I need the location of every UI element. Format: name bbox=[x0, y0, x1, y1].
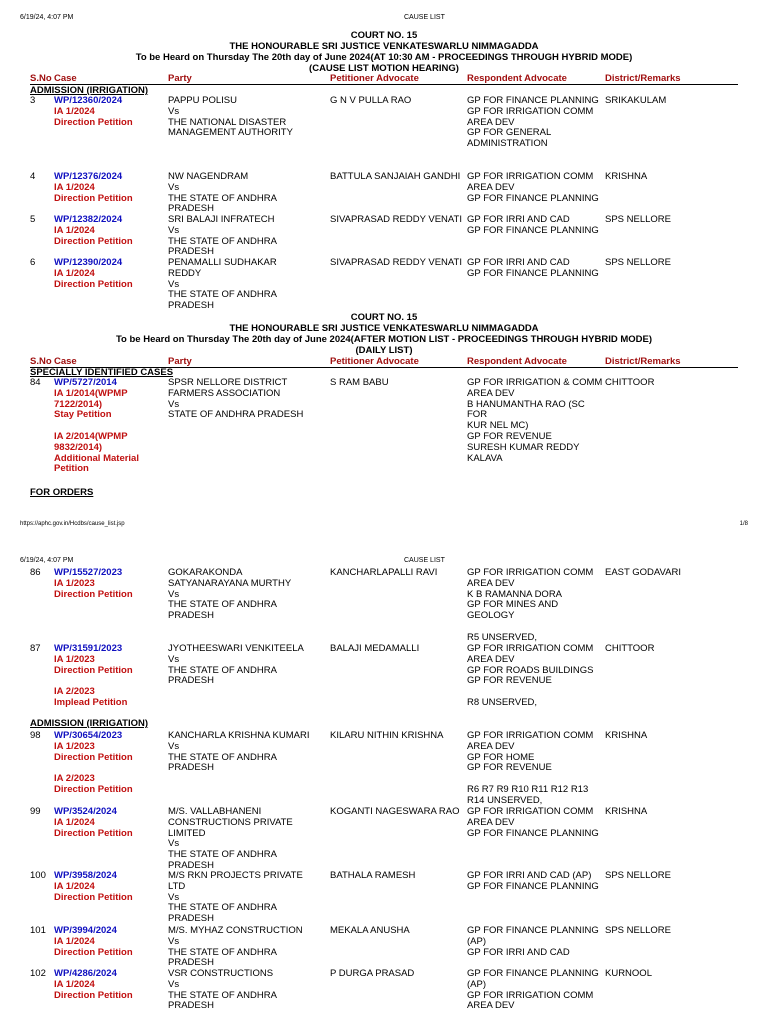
list-type: (DAILY LIST) bbox=[355, 345, 413, 356]
petitioner-advocate: KOGANTI NAGESWARA RAO bbox=[330, 806, 460, 817]
serial-number: 4 bbox=[30, 171, 36, 182]
district-remarks: SPS NELLORE bbox=[605, 925, 671, 936]
party-names-line: M/S RKN PROJECTS PRIVATE bbox=[168, 870, 303, 881]
party-names-line: PRADESH bbox=[168, 913, 214, 925]
party-names-line: Vs bbox=[168, 105, 180, 117]
district-remarks: SPS NELLORE bbox=[605, 214, 671, 225]
respondent-advocate-line: R6 R7 R9 R10 R11 R12 R13 bbox=[467, 783, 589, 795]
case-number-link[interactable]: WP/15527/2023 bbox=[54, 567, 123, 578]
party-names-line: THE STATE OF ANDHRA bbox=[168, 192, 277, 204]
hearing-schedule: To be Heard on Thursday The 20th day of June 2024(AFTER MOTION LIST - PROCEEDINGS THROUGH HYBRID MODE) bbox=[115, 334, 653, 345]
case-cell bbox=[54, 871, 164, 903]
section-heading: SPECIALLY IDENTIFIED CASES bbox=[30, 367, 174, 378]
district-remarks: KRISHNA bbox=[605, 806, 648, 817]
footer-page-number: 1/8 bbox=[739, 521, 748, 527]
party-names-line: Vs bbox=[168, 838, 180, 850]
petitioner-advocate: BATHALA RAMESH bbox=[330, 870, 416, 881]
case-number-link[interactable]: WP/3524/2024 bbox=[54, 806, 117, 817]
respondent-advocate-line: GP FOR IRRI AND CAD bbox=[467, 946, 570, 958]
ia-number: IA 1/2024 bbox=[54, 181, 95, 193]
ia-number: IA 1/2024 bbox=[54, 978, 95, 990]
party-names-line: SPSR NELLORE DISTRICT bbox=[168, 377, 288, 388]
petition-type: Direction Petition bbox=[54, 588, 133, 600]
respondent-advocate-line: AREA DEV bbox=[467, 653, 515, 665]
col-district-remarks: District/Remarks bbox=[605, 73, 681, 84]
ia-number: IA 1/2023 bbox=[54, 577, 95, 589]
respondent-advocate-line: GP FOR FINANCE PLANNING bbox=[467, 95, 599, 106]
ia-number: IA 2/2023 bbox=[54, 773, 95, 785]
case-cell bbox=[54, 644, 164, 709]
party-names bbox=[168, 378, 326, 421]
district-remarks: KRISHNA bbox=[605, 730, 648, 741]
petition-type: Implead Petition bbox=[54, 696, 128, 708]
case-number-link[interactable]: WP/12376/2024 bbox=[54, 171, 123, 182]
party-names-line: LIMITED bbox=[168, 827, 206, 839]
case-number-link[interactable]: WP/3994/2024 bbox=[54, 925, 117, 936]
respondent-advocate-line: AREA DEV bbox=[467, 740, 515, 752]
party-names-line: Vs bbox=[168, 398, 180, 410]
respondent-advocate bbox=[467, 731, 605, 807]
party-names-line: Vs bbox=[168, 653, 180, 665]
party-names-line: THE STATE OF ANDHRA bbox=[168, 902, 277, 914]
party-names-line: THE STATE OF ANDHRA bbox=[168, 946, 277, 958]
respondent-advocate-line: GP FOR IRRI AND CAD bbox=[467, 214, 570, 225]
party-names-line: REDDY bbox=[168, 267, 202, 279]
respondent-advocate bbox=[467, 926, 605, 958]
respondent-advocate-line: GEOLOGY bbox=[467, 610, 515, 622]
respondent-advocate-line: ADMINISTRATION bbox=[467, 138, 548, 150]
district-remarks: SPS NELLORE bbox=[605, 870, 671, 881]
petitioner-advocate: G N V PULLA RAO bbox=[330, 95, 412, 106]
respondent-advocate-line: GP FOR FINANCE PLANNING bbox=[467, 192, 599, 204]
party-names-line: MANAGEMENT AUTHORITY bbox=[168, 127, 293, 139]
case-number-link[interactable]: WP/30654/2023 bbox=[54, 730, 123, 741]
petition-type: Direction Petition bbox=[54, 278, 133, 290]
serial-number: 99 bbox=[30, 806, 41, 817]
serial-number: 5 bbox=[30, 214, 36, 225]
respondent-advocate-line: GP FOR FINANCE PLANNING bbox=[467, 224, 599, 236]
respondent-advocate-line: SURESH KUMAR REDDY bbox=[467, 441, 580, 453]
party-names-line: PAPPU POLISU bbox=[168, 95, 237, 106]
respondent-advocate-line: GP FOR REVENUE bbox=[467, 430, 552, 442]
court-number: COURT NO. 15 bbox=[350, 30, 418, 41]
party-names-line: PRADESH bbox=[168, 246, 214, 258]
case-number-link[interactable]: WP/12360/2024 bbox=[54, 95, 123, 106]
party-names-line: GOKARAKONDA bbox=[168, 567, 243, 578]
respondent-advocate-line: GP FOR IRRI AND CAD (AP) bbox=[467, 870, 592, 881]
party-names-line: M/S. VALLABHANENI bbox=[168, 806, 262, 817]
case-cell bbox=[54, 568, 164, 600]
ia-number: IA 1/2024 bbox=[54, 224, 95, 236]
column-header-1 bbox=[30, 73, 738, 85]
serial-number: 100 bbox=[30, 870, 46, 881]
petitioner-advocate: SIVAPRASAD REDDY VENATI bbox=[330, 257, 462, 268]
petition-type: Direction Petition bbox=[54, 235, 133, 247]
judge-name: THE HONOURABLE SRI JUSTICE VENKATESWARLU NIMMAGADDA bbox=[229, 41, 539, 52]
respondent-advocate-line: AREA DEV bbox=[467, 1000, 515, 1012]
case-number-link[interactable]: WP/31591/2023 bbox=[54, 643, 123, 654]
respondent-advocate bbox=[467, 807, 605, 839]
respondent-advocate-line: B HANUMANTHA RAO (SC FOR bbox=[467, 398, 585, 421]
party-names-line: Vs bbox=[168, 935, 180, 947]
print-doc-title: CAUSE LIST bbox=[404, 557, 445, 564]
petition-type: Direction Petition bbox=[54, 891, 133, 903]
party-names-line: THE STATE OF ANDHRA bbox=[168, 664, 277, 676]
party-names bbox=[168, 731, 326, 774]
district-remarks: CHITTOOR bbox=[605, 643, 655, 654]
respondent-advocate-line: GP FOR GENERAL bbox=[467, 127, 552, 139]
case-number-link[interactable]: WP/12382/2024 bbox=[54, 214, 123, 225]
party-names-line: THE STATE OF ANDHRA bbox=[168, 849, 277, 861]
case-number-link[interactable]: WP/3958/2024 bbox=[54, 870, 117, 881]
petitioner-advocate: P DURGA PRASAD bbox=[330, 968, 415, 979]
party-names-line: CONSTRUCTIONS PRIVATE bbox=[168, 816, 293, 828]
serial-number: 6 bbox=[30, 257, 36, 268]
print-datetime: 6/19/24, 4:07 PM bbox=[20, 557, 74, 564]
section-heading: ADMISSION (IRRIGATION) bbox=[30, 718, 149, 729]
party-names bbox=[168, 258, 326, 312]
respondent-advocate-line: (AP) bbox=[467, 935, 486, 947]
party-names-line: Vs bbox=[168, 588, 180, 600]
petition-type: 9832/2014) bbox=[54, 441, 103, 453]
petition-type: Additional Material bbox=[54, 452, 139, 464]
party-names-line: THE STATE OF ANDHRA bbox=[168, 751, 277, 763]
col-respondent-advocate: Respondent Advocate bbox=[467, 73, 567, 84]
respondent-advocate bbox=[467, 258, 605, 280]
respondent-advocate-line: AREA DEV bbox=[467, 387, 515, 399]
party-names bbox=[168, 644, 326, 687]
respondent-advocate-line: AREA DEV bbox=[467, 816, 515, 828]
respondent-advocate-line: GP FOR IRRIGATION & COMM bbox=[467, 377, 603, 388]
party-names-line: LTD bbox=[168, 880, 186, 892]
respondent-advocate-line: R14 UNSERVED, bbox=[467, 794, 543, 806]
case-cell bbox=[54, 731, 164, 796]
case-number-link[interactable]: WP/5727/2014 bbox=[54, 377, 117, 388]
col-petitioner-advocate: Petitioner Advocate bbox=[330, 356, 419, 367]
col-sno: S.No bbox=[30, 356, 52, 367]
respondent-advocate-line: AREA DEV bbox=[467, 116, 515, 128]
ia-number: IA 1/2024 bbox=[54, 105, 95, 117]
district-remarks: SRIKAKULAM bbox=[605, 95, 667, 106]
party-names bbox=[168, 871, 326, 925]
respondent-advocate-line: GP FOR ROADS BUILDINGS bbox=[467, 664, 594, 676]
party-names-line: STATE OF ANDHRA PRADESH bbox=[168, 409, 304, 421]
party-names bbox=[168, 568, 326, 622]
petitioner-advocate: KILARU NITHIN KRISHNA bbox=[330, 730, 444, 741]
ia-number: IA 1/2014(WPMP bbox=[54, 387, 128, 399]
case-number-link[interactable]: WP/12390/2024 bbox=[54, 257, 123, 268]
col-district-remarks: District/Remarks bbox=[605, 356, 681, 367]
case-cell bbox=[54, 258, 164, 290]
col-respondent-advocate: Respondent Advocate bbox=[467, 356, 567, 367]
party-names-line: PRADESH bbox=[168, 859, 214, 871]
col-case: Case bbox=[54, 356, 77, 367]
petitioner-advocate: MEKALA ANUSHA bbox=[330, 925, 410, 936]
case-cell bbox=[54, 172, 164, 204]
ia-number: IA 1/2024 bbox=[54, 267, 95, 279]
respondent-advocate-line: R5 UNSERVED, bbox=[467, 631, 538, 643]
court-heading-2 bbox=[0, 312, 768, 356]
party-names-line: PENAMALLI SUDHAKAR bbox=[168, 257, 277, 268]
respondent-advocate-line: GP FOR IRRI AND CAD bbox=[467, 257, 570, 268]
district-remarks: CHITTOOR bbox=[605, 377, 655, 388]
petitioner-advocate: BATTULA SANJAIAH GANDHI bbox=[330, 171, 461, 182]
respondent-advocate-line: (AP) bbox=[467, 978, 486, 990]
ia-number: IA 1/2024 bbox=[54, 935, 95, 947]
party-names-line: SRI BALAJI INFRATECH bbox=[168, 214, 275, 225]
party-names-line: JYOTHEESWARI VENKITEELA bbox=[168, 643, 304, 654]
respondent-advocate-line: AREA DEV bbox=[467, 577, 515, 589]
respondent-advocate-line: GP FOR FINANCE PLANNING bbox=[467, 880, 599, 892]
party-names-line: NW NAGENDRAM bbox=[168, 171, 249, 182]
respondent-advocate-line: GP FOR IRRIGATION COMM bbox=[467, 567, 594, 578]
party-names bbox=[168, 172, 326, 215]
petition-type: Direction Petition bbox=[54, 989, 133, 1001]
party-names-line: Vs bbox=[168, 224, 180, 236]
petition-type: Direction Petition bbox=[54, 751, 133, 763]
respondent-advocate-line: GP FOR FINANCE PLANNING bbox=[467, 267, 599, 279]
party-names bbox=[168, 807, 326, 872]
serial-number: 86 bbox=[30, 567, 41, 578]
respondent-advocate-line: GP FOR IRRIGATION COMM bbox=[467, 730, 594, 741]
respondent-advocate-line: GP FOR IRRIGATION COMM bbox=[467, 806, 594, 817]
respondent-advocate-line: KUR NEL MC) bbox=[467, 420, 529, 432]
party-names-line: PRADESH bbox=[168, 1000, 214, 1012]
col-party: Party bbox=[168, 356, 192, 367]
ia-number: IA 2/2014(WPMP bbox=[54, 430, 128, 442]
petition-type: Stay Petition bbox=[54, 409, 112, 421]
party-names-line: KANCHARLA KRISHNA KUMARI bbox=[168, 730, 310, 741]
party-names-line: THE STATE OF ANDHRA bbox=[168, 289, 277, 301]
petition-type: Direction Petition bbox=[54, 192, 133, 204]
case-cell bbox=[54, 215, 164, 247]
respondent-advocate bbox=[467, 172, 605, 204]
petitioner-advocate: BALAJI MEDAMALLI bbox=[330, 643, 420, 654]
col-petitioner-advocate: Petitioner Advocate bbox=[330, 73, 419, 84]
ia-number: IA 1/2023 bbox=[54, 653, 95, 665]
respondent-advocate-line: AREA DEV bbox=[467, 181, 515, 193]
respondent-advocate-line: KALAVA bbox=[467, 452, 503, 464]
party-names-line: PRADESH bbox=[168, 300, 214, 312]
party-names-line: Vs bbox=[168, 978, 180, 990]
party-names-line: Vs bbox=[168, 278, 180, 290]
party-names bbox=[168, 215, 326, 258]
petition-type: Direction Petition bbox=[54, 827, 133, 839]
serial-number: 84 bbox=[30, 377, 41, 388]
party-names-line: PRADESH bbox=[168, 675, 214, 687]
case-cell bbox=[54, 926, 164, 958]
respondent-advocate bbox=[467, 215, 605, 237]
petition-type: Petition bbox=[54, 463, 89, 475]
party-names-line: PRADESH bbox=[168, 762, 214, 774]
respondent-advocate-line: GP FOR IRRIGATION COMM bbox=[467, 171, 594, 182]
respondent-advocate bbox=[467, 871, 605, 893]
party-names-line: Vs bbox=[168, 740, 180, 752]
respondent-advocate-line: GP FOR IRRIGATION COMM bbox=[467, 105, 594, 117]
respondent-advocate-line: GP FOR MINES AND bbox=[467, 599, 559, 611]
party-names-line: PRADESH bbox=[168, 203, 214, 215]
respondent-advocate-line: GP FOR IRRIGATION COMM bbox=[467, 643, 594, 654]
ia-number: IA 1/2024 bbox=[54, 880, 95, 892]
party-names-line: THE NATIONAL DISASTER bbox=[168, 116, 287, 128]
ia-number: IA 2/2023 bbox=[54, 686, 95, 698]
district-remarks: KRISHNA bbox=[605, 171, 648, 182]
party-names bbox=[168, 96, 326, 139]
serial-number: 102 bbox=[30, 968, 46, 979]
print-doc-title: CAUSE LIST bbox=[404, 14, 445, 21]
party-names-line: SATYANARAYANA MURTHY bbox=[168, 577, 292, 589]
petition-type: Direction Petition bbox=[54, 116, 133, 128]
case-cell bbox=[54, 378, 164, 475]
respondent-advocate bbox=[467, 969, 605, 1012]
respondent-advocate-line: GP FOR FINANCE PLANNING bbox=[467, 827, 599, 839]
respondent-advocate-line: GP FOR REVENUE bbox=[467, 675, 552, 687]
hearing-schedule: To be Heard on Thursday The 20th day of June 2024(AT 10:30 AM - PROCEEDINGS THROUGH HYBRID MODE) bbox=[135, 52, 633, 63]
petition-type: Direction Petition bbox=[54, 783, 133, 795]
petition-type: Direction Petition bbox=[54, 946, 133, 958]
case-cell bbox=[54, 807, 164, 839]
district-remarks: SPS NELLORE bbox=[605, 257, 671, 268]
court-number: COURT NO. 15 bbox=[350, 312, 418, 323]
col-sno: S.No bbox=[30, 73, 52, 84]
party-names bbox=[168, 926, 326, 969]
respondent-advocate bbox=[467, 644, 605, 709]
district-remarks: EAST GODAVARI bbox=[605, 567, 682, 578]
respondent-advocate-line: R8 UNSERVED, bbox=[467, 696, 538, 708]
respondent-advocate-line: K B RAMANNA DORA bbox=[467, 588, 563, 600]
party-names-line: M/S. MYHAZ CONSTRUCTION bbox=[168, 925, 303, 936]
ia-number: IA 1/2024 bbox=[54, 816, 95, 828]
petition-type: 7122/2014) bbox=[54, 398, 103, 410]
list-type: (CAUSE LIST MOTION HEARING) bbox=[309, 63, 459, 74]
serial-number: 101 bbox=[30, 925, 46, 936]
print-datetime: 6/19/24, 4:07 PM bbox=[20, 14, 74, 21]
for-orders-heading: FOR ORDERS bbox=[30, 487, 94, 498]
case-number-link[interactable]: WP/4286/2024 bbox=[54, 968, 117, 979]
serial-number: 3 bbox=[30, 95, 36, 106]
party-names-line: THE STATE OF ANDHRA bbox=[168, 235, 277, 247]
respondent-advocate-line: GP FOR IRRIGATION COMM bbox=[467, 989, 594, 1001]
respondent-advocate bbox=[467, 568, 605, 644]
case-cell bbox=[54, 96, 164, 128]
party-names-line: VSR CONSTRUCTIONS bbox=[168, 968, 274, 979]
respondent-advocate bbox=[467, 96, 605, 150]
judge-name: THE HONOURABLE SRI JUSTICE VENKATESWARLU NIMMAGADDA bbox=[229, 323, 539, 334]
col-party: Party bbox=[168, 73, 192, 84]
party-names bbox=[168, 969, 326, 1012]
respondent-advocate bbox=[467, 378, 605, 464]
footer-url: https://aphc.gov.in/Hcdbs/cause_list.jsp bbox=[20, 521, 125, 527]
petitioner-advocate: S RAM BABU bbox=[330, 377, 389, 388]
party-names-line: FARMERS ASSOCIATION bbox=[168, 387, 281, 399]
col-case: Case bbox=[54, 73, 77, 84]
party-names-line: PRADESH bbox=[168, 957, 214, 969]
petitioner-advocate: KANCHARLAPALLI RAVI bbox=[330, 567, 438, 578]
case-cell bbox=[54, 969, 164, 1001]
respondent-advocate-line: GP FOR FINANCE PLANNING bbox=[467, 968, 599, 979]
respondent-advocate-line: GP FOR REVENUE bbox=[467, 762, 552, 774]
serial-number: 98 bbox=[30, 730, 41, 741]
party-names-line: PRADESH bbox=[168, 610, 214, 622]
ia-number: IA 1/2023 bbox=[54, 740, 95, 752]
party-names-line: THE STATE OF ANDHRA bbox=[168, 989, 277, 1001]
respondent-advocate-line: GP FOR HOME bbox=[467, 751, 535, 763]
party-names-line: THE STATE OF ANDHRA bbox=[168, 599, 277, 611]
respondent-advocate-line: GP FOR FINANCE PLANNING bbox=[467, 925, 599, 936]
district-remarks: KURNOOL bbox=[605, 968, 652, 979]
petitioner-advocate: SIVAPRASAD REDDY VENATI bbox=[330, 214, 462, 225]
party-names-line: Vs bbox=[168, 891, 180, 903]
court-heading-1 bbox=[0, 30, 768, 74]
section-heading: ADMISSION (IRRIGATION) bbox=[30, 85, 149, 96]
petition-type: Direction Petition bbox=[54, 664, 133, 676]
serial-number: 87 bbox=[30, 643, 41, 654]
party-names-line: Vs bbox=[168, 181, 180, 193]
